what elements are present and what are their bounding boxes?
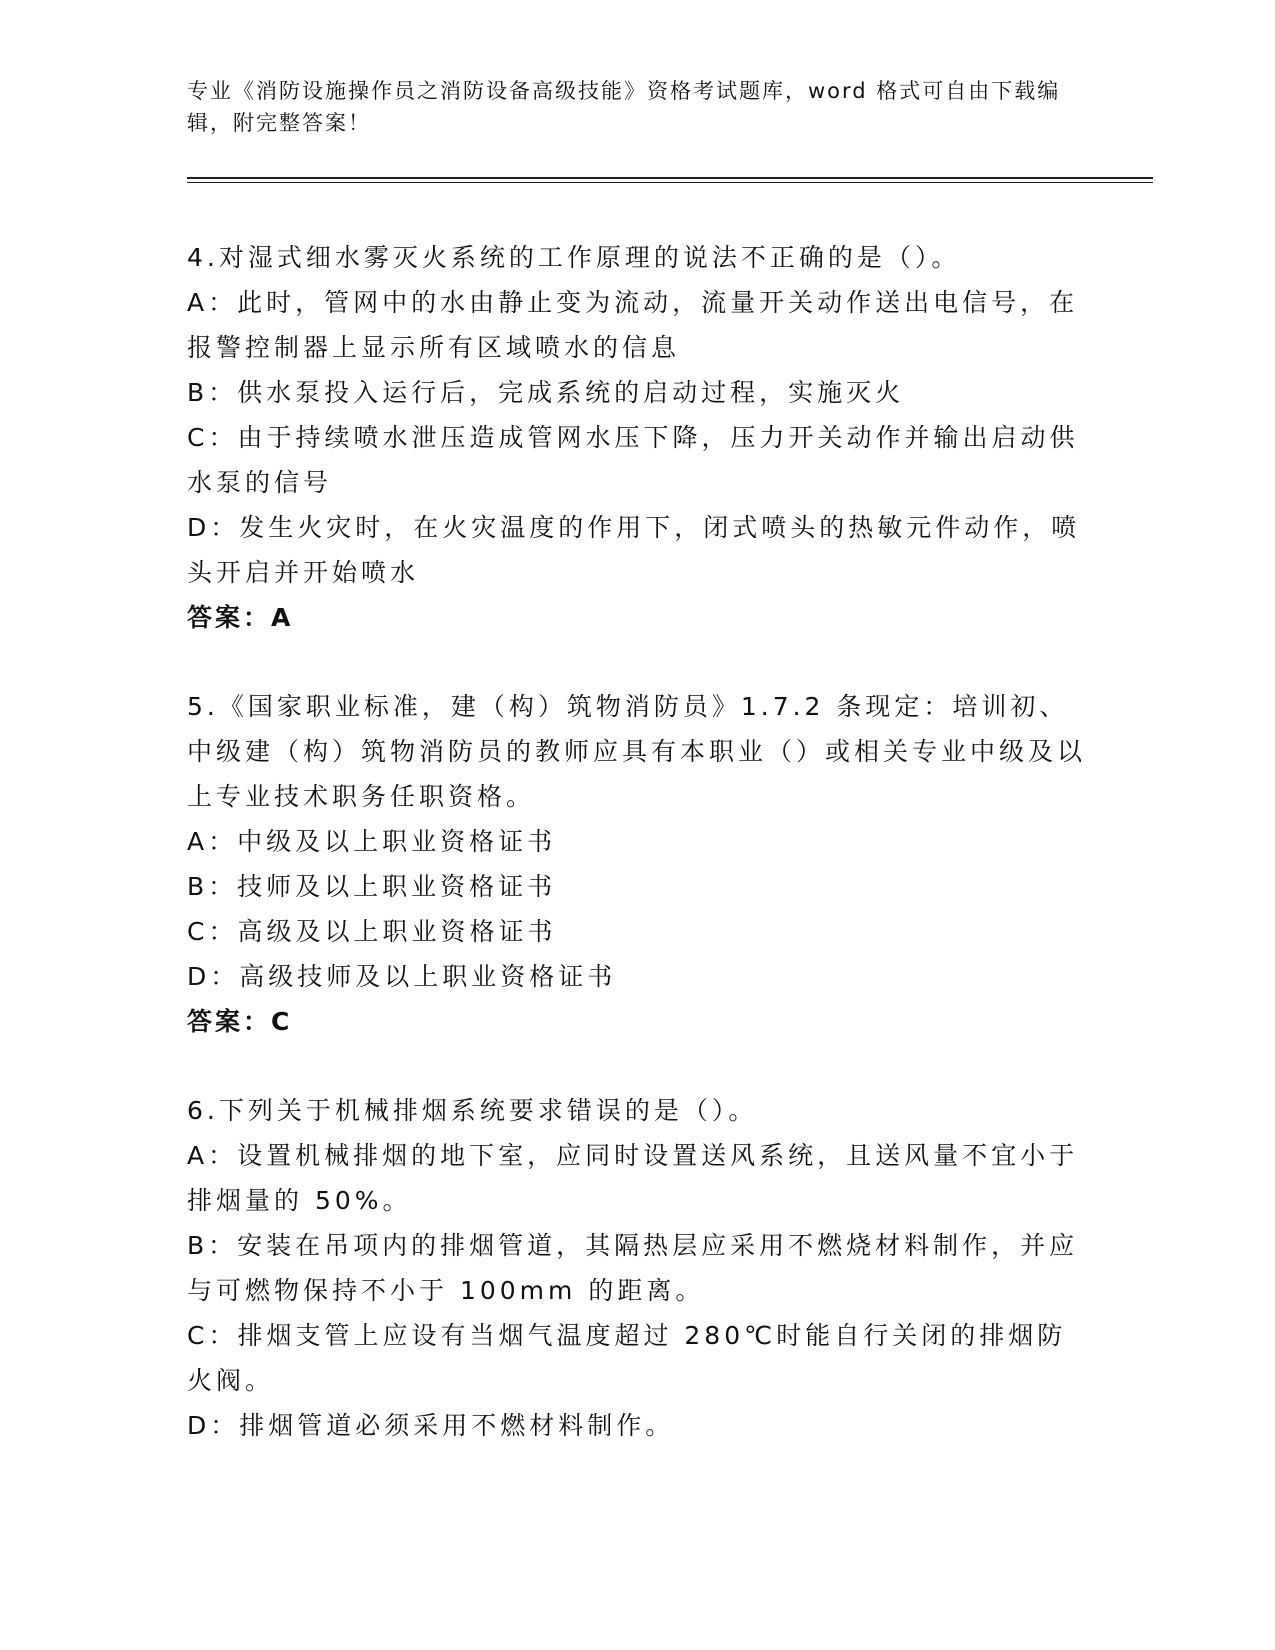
question-stem: 6.下列关于机械排烟系统要求错误的是（）。 [187,1096,758,1125]
option-d: D：排烟管道必须采用不燃材料制作。 [187,1411,675,1440]
question-4 [187,235,1087,640]
option-a: A：设置机械排烟的地下室，应同时设置送风系统，且送风量不宜小于排烟量的 50%。 [187,1141,1079,1215]
option-b: B：供水泵投入运行后，完成系统的启动过程，实施灭火 [187,378,905,407]
option-c: C：由于持续喷水泄压造成管网水压下降，压力开关动作并输出启动供水泵的信号 [187,423,1079,497]
option-a: A：此时，管网中的水由静止变为流动，流量开关动作送出电信号，在报警控制器上显示所有区域喷水的信息 [187,288,1079,362]
option-d: D：发生火灾时，在火灾温度的作用下，闭式喷头的热敏元件动作，喷头开启并开始喷水 [187,513,1081,587]
option-b: B：安装在吊项内的排烟管道，其隔热层应采用不燃烧材料制作，并应与可燃物保持不小于 100mm 的距离。 [187,1231,1079,1305]
question-6 [187,1088,1087,1448]
option-a: A：中级及以上职业资格证书 [187,827,557,856]
question-stem: 5.《国家职业标准，建（构）筑物消防员》1.7.2 条现定：培训初、中级建（构）筑物消防员的教师应具有本职业（）或相关专业中级及以上专业技术职务任职资格。 [187,692,1087,811]
question-stem: 4.对湿式细水雾灭火系统的工作原理的说法不正确的是（）。 [187,243,961,272]
option-c: C：排烟支管上应设有当烟气温度超过 280℃时能自行关闭的排烟防火阀。 [187,1321,1067,1395]
document-intro: 专业《消防设施操作员之消防设备高级技能》资格考试题库，word 格式可自由下载编辑，附完整答案！ [187,79,1061,135]
header-divider-thick [187,177,1153,179]
header-divider-thin [187,182,1153,183]
question-list [187,235,1087,1448]
answer: 答案：C [187,1007,293,1036]
option-b: B：技师及以上职业资格证书 [187,872,557,901]
option-c: C：高级及以上职业资格证书 [187,917,557,946]
option-d: D：高级技师及以上职业资格证书 [187,962,617,991]
question-5 [187,684,1087,1044]
answer: 答案：A [187,603,294,632]
